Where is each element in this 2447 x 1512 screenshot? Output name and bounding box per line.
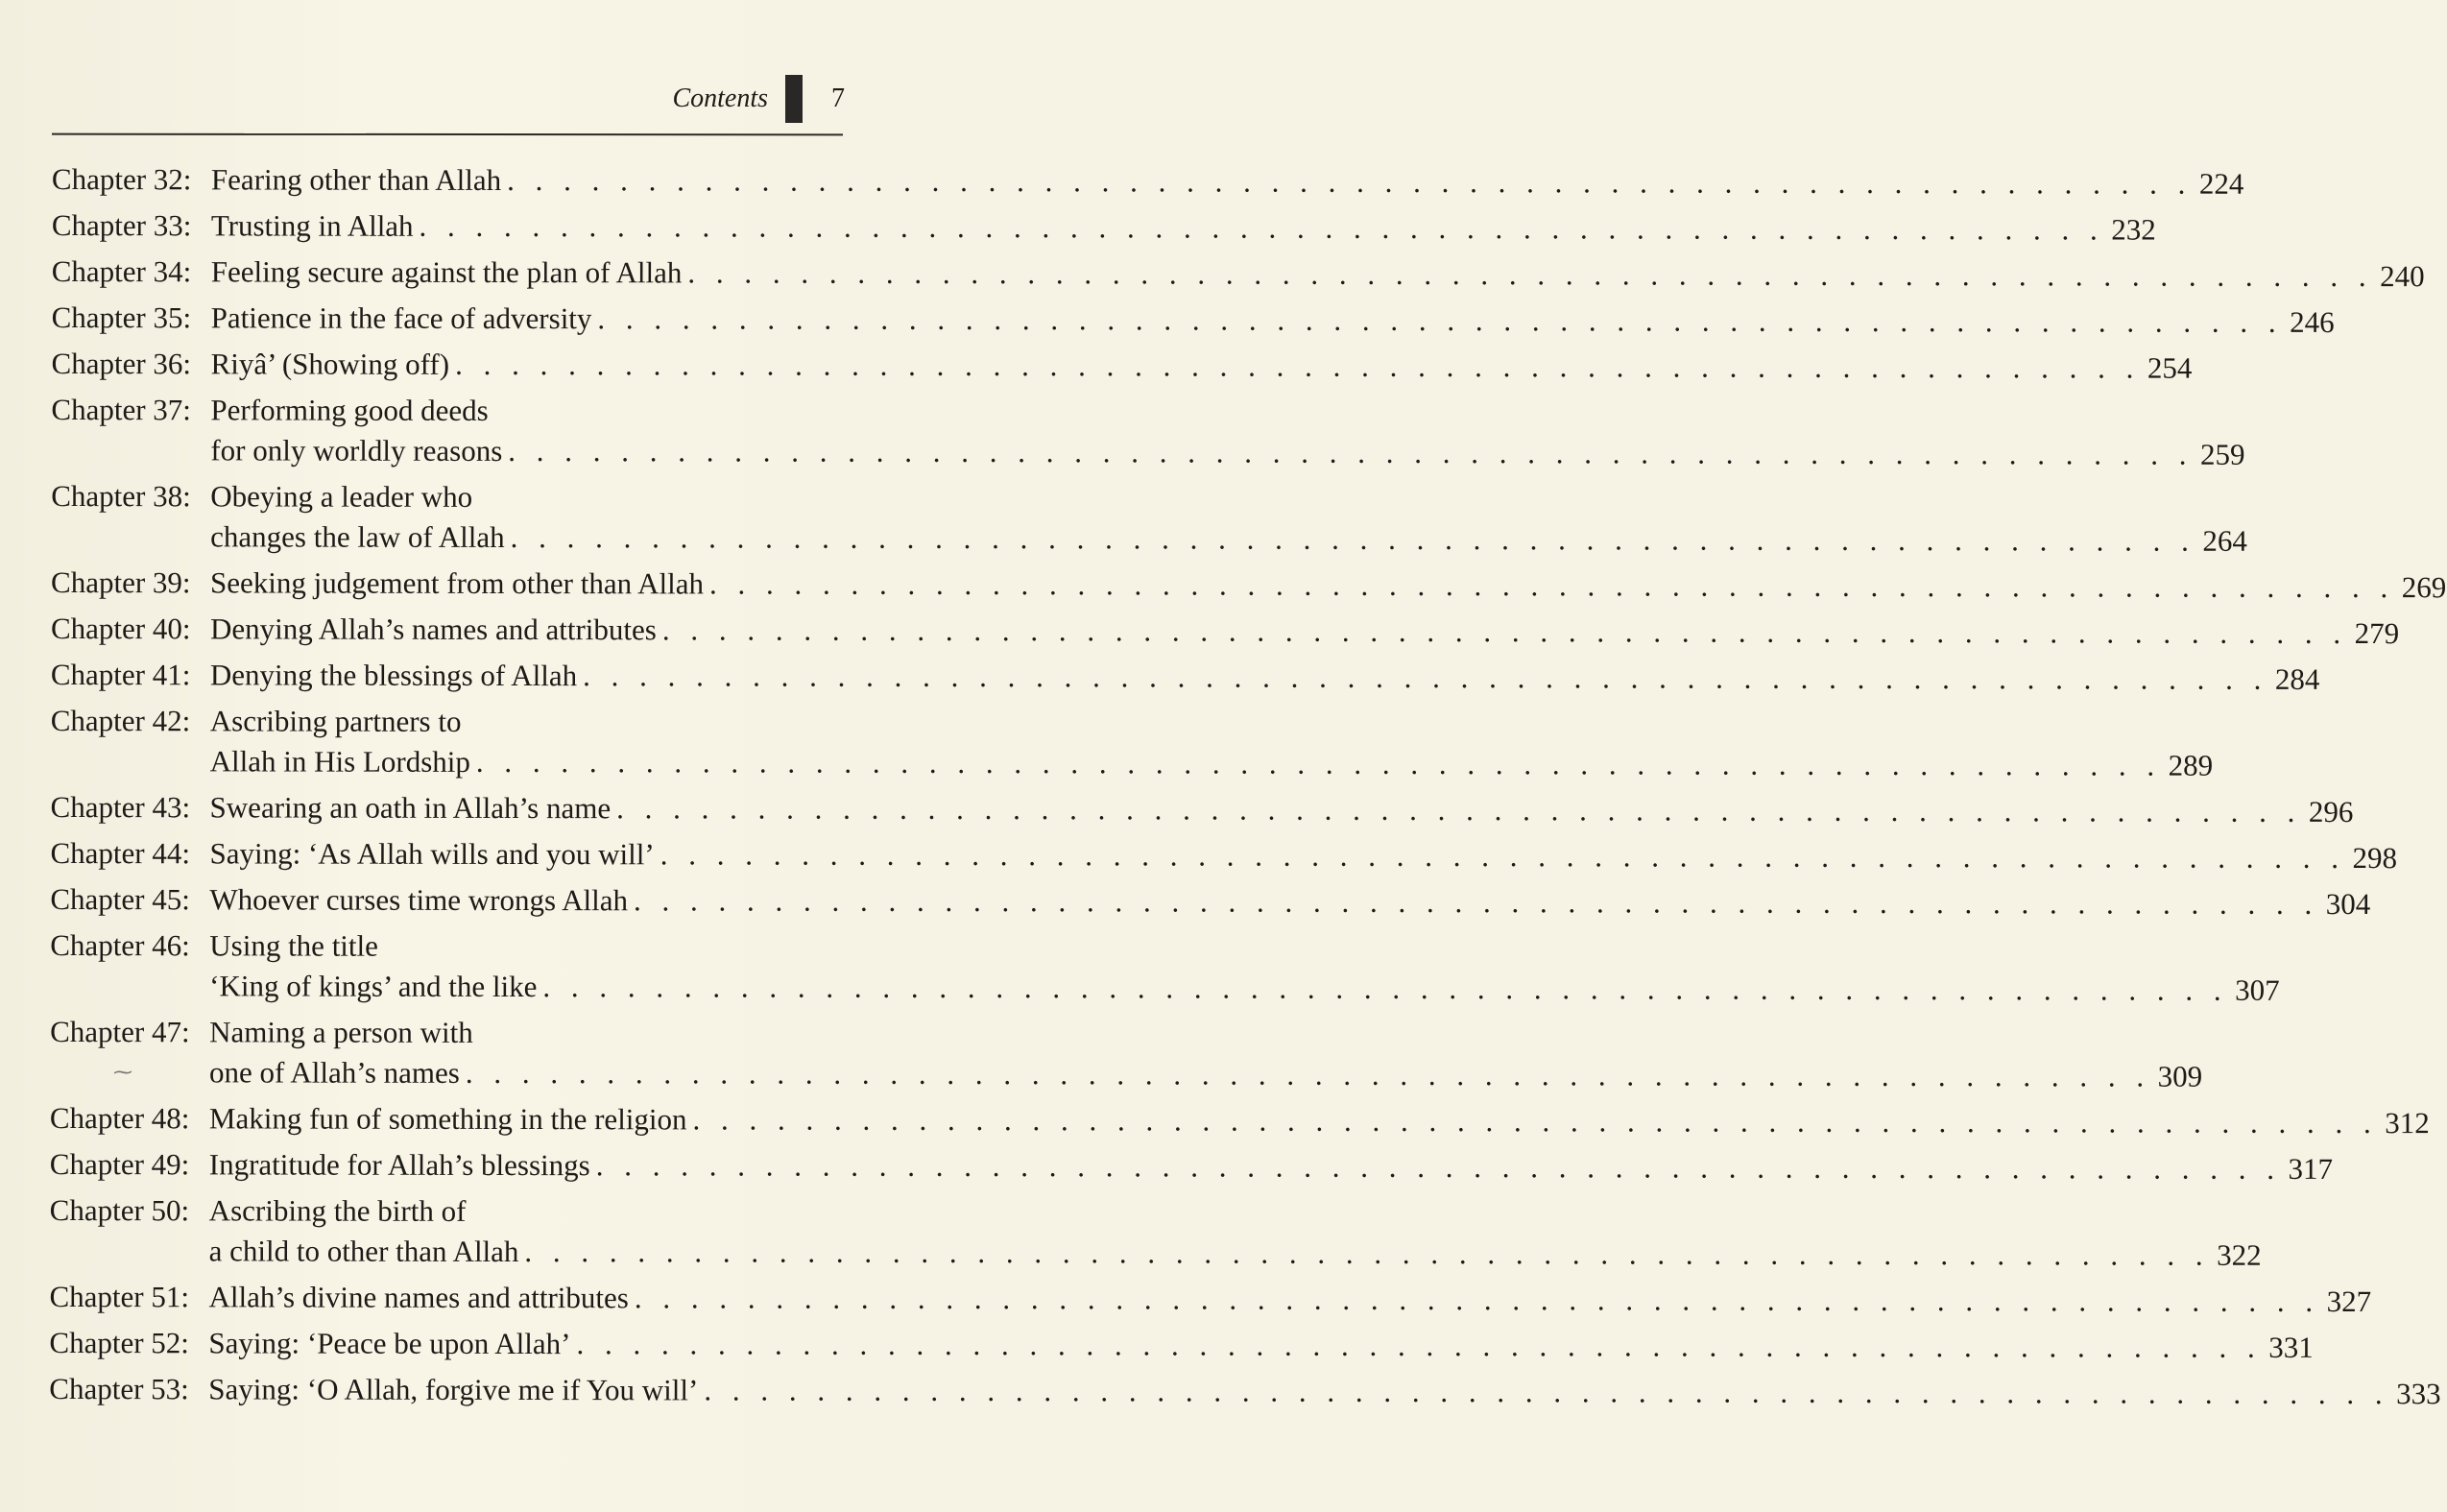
toc-entry-line <box>50 784 2354 832</box>
toc-entry <box>49 1366 2441 1414</box>
dot-leader: . . . . . . . . . . . . . . . . . . . . . . . . . . . . . . . . . . . . . . . . . . . . . . . . . . . . . . . . . . . . <box>704 1373 2389 1411</box>
chapter-label: Chapter 34: <box>51 253 192 289</box>
toc-entry-line <box>49 1320 2314 1368</box>
chapter-title: Denying Allah’s names and attributes <box>209 612 657 647</box>
toc-entry-line <box>50 830 2398 878</box>
chapter-label: Chapter 48: <box>49 1100 190 1136</box>
chapter-title: Saying: ‘Peace be upon Allah’ <box>208 1326 571 1361</box>
toc-entry <box>51 295 2335 343</box>
toc-entry <box>51 560 2447 608</box>
dot-leader: . . . . . . . . . . . . . . . . . . . . . . . . . . . . . . . . . . . . . . . . . . . . . . . . . . . . . . . . . . . . <box>634 1281 2320 1318</box>
dot-leader: . . . . . . . . . . . . . . . . . . . . . . . . . . . . . . . . . . . . . . . . . . . . . . . . . . . . . . . . . . . . <box>542 970 2228 1007</box>
chapter-label: Chapter 52: <box>49 1325 189 1360</box>
chapter-page-number: 327 <box>2326 1284 2372 1319</box>
toc-entry-line <box>49 1095 2430 1143</box>
chapter-label: Chapter 53: <box>49 1371 189 1406</box>
chapter-page-number: 298 <box>2352 841 2398 876</box>
chapter-title: ‘King of kings’ and the like <box>209 969 538 1004</box>
toc-entry <box>49 1188 2262 1276</box>
toc-entry <box>50 698 2214 786</box>
toc-entry <box>51 387 2245 475</box>
toc-entry <box>50 784 2354 832</box>
toc-entry-line <box>50 963 2280 1011</box>
toc-entry-line <box>51 473 844 516</box>
dot-leader: . . . . . . . . . . . . . . . . . . . . . . . . . . . . . . . . . . . . . . . . . . . . . . . . . . . . . . . . . . . . <box>595 1148 2282 1186</box>
chapter-title: Saying: ‘O Allah, forgive me if You will’ <box>208 1372 699 1407</box>
toc-entry-line <box>50 1049 2203 1097</box>
toc-entry-line <box>51 427 2245 475</box>
toc-entry <box>51 203 2156 251</box>
thumb-tab-bar <box>785 75 803 123</box>
chapter-title: Swearing an oath in Allah’s name <box>209 790 612 826</box>
chapter-label: Chapter 50: <box>49 1192 190 1228</box>
chapter-title: Feeling secure against the plan of Allah <box>210 254 683 290</box>
dot-leader: . . . . . . . . . . . . . . . . . . . . . . . . . . . . . . . . . . . . . . . . . . . . . . . . . . . . . . . . . . . . <box>660 837 2346 876</box>
dot-leader: . . . . . . . . . . . . . . . . . . . . . . . . . . . . . . . . . . . . . . . . . . . . . . . . . . . . . . . . . . . . <box>465 1055 2151 1093</box>
chapter-page-number: 304 <box>2325 886 2371 922</box>
chapter-title: Naming a person with <box>209 1015 473 1049</box>
chapter-page-number: 264 <box>2202 523 2247 558</box>
dot-leader: . . . . . . . . . . . . . . . . . . . . . . . . . . . . . . . . . . . . . . . . . . . . . . . . . . . . . . . . . . . . <box>524 1235 2210 1272</box>
dot-leader: . . . . . . . . . . . . . . . . . . . . . . . . . . . . . . . . . . . . . . . . . . . . . . . . . . . . . . . . . . . . <box>583 659 2268 696</box>
chapter-label: Chapter 49: <box>49 1146 190 1182</box>
chapter-label: Chapter 43: <box>50 789 191 825</box>
toc-entry-line <box>50 652 2320 700</box>
chapter-label: Chapter 46: <box>50 927 190 963</box>
chapter-title: Seeking judgement from other than Allah <box>210 565 705 601</box>
chapter-page-number: 269 <box>2401 570 2447 605</box>
running-head-title: Contents <box>672 84 768 113</box>
chapter-label: Chapter 37: <box>51 392 191 427</box>
chapter-label: Chapter 33: <box>51 207 192 243</box>
header-rule <box>52 133 843 136</box>
chapter-label: Chapter 44: <box>50 835 191 871</box>
toc-entry-line <box>51 249 2425 297</box>
toc-entry-line <box>50 923 843 965</box>
toc-entry-line <box>51 738 2214 786</box>
chapter-page-number: 232 <box>2111 212 2156 247</box>
chapter-page-number: 333 <box>2396 1377 2441 1411</box>
page-number: 7 <box>831 84 845 113</box>
chapter-title: one of Allah’s names <box>208 1055 460 1090</box>
chapter-title: Allah in His Lordship <box>209 744 470 779</box>
toc-entry-line <box>50 1188 843 1230</box>
dot-leader: . . . . . . . . . . . . . . . . . . . . . . . . . . . . . . . . . . . . . . . . . . . . . . . . . . . . . . . . . . . . <box>687 255 2373 294</box>
chapter-page-number: 331 <box>2268 1330 2314 1364</box>
toc-entry <box>51 156 2244 204</box>
chapter-title: Saying: ‘As Allah wills and you will’ <box>209 836 655 872</box>
chapter-label: Chapter 35: <box>51 300 192 335</box>
chapter-title: Performing good deeds <box>210 393 489 427</box>
toc-entry <box>50 1009 2203 1097</box>
toc-entry <box>49 1141 2334 1189</box>
dot-leader: . . . . . . . . . . . . . . . . . . . . . . . . . . . . . . . . . . . . . . . . . . . . . . . . . . . . . . . . . . . . <box>419 208 2104 247</box>
toc-entry <box>50 876 2371 924</box>
chapter-page-number: 259 <box>2199 437 2245 471</box>
dot-leader: . . . . . . . . . . . . . . . . . . . . . . . . . . . . . . . . . . . . . . . . . . . . . . . . . . . . . . . . . . . . <box>510 520 2195 558</box>
dot-leader: . . . . . . . . . . . . . . . . . . . . . . . . . . . . . . . . . . . . . . . . . . . . . . . . . . . . . . . . . . . . <box>475 744 2162 782</box>
chapter-title: Ascribing partners to <box>209 704 462 738</box>
toc-entry-line <box>51 295 2335 343</box>
chapter-title: for only worldly reasons <box>210 433 503 468</box>
chapter-title: changes the law of Allah <box>210 519 505 554</box>
chapter-title: Denying the blessings of Allah <box>209 658 578 693</box>
dot-leader: . . . . . . . . . . . . . . . . . . . . . . . . . . . . . . . . . . . . . . . . . . . . . . . . . . . . . . . . . . . . <box>507 162 2193 201</box>
chapter-page-number: 312 <box>2385 1106 2430 1140</box>
toc-entry <box>51 249 2425 297</box>
chapter-page-number: 224 <box>2198 166 2244 201</box>
chapter-page-number: 240 <box>2380 259 2425 294</box>
chapter-page-number: 317 <box>2288 1151 2334 1186</box>
chapter-page-number: 307 <box>2235 972 2280 1007</box>
running-head <box>672 75 845 123</box>
chapter-title: Whoever curses time wrongs Allah <box>209 882 629 918</box>
chapter-title: Obeying a leader who <box>210 479 473 514</box>
dot-leader: . . . . . . . . . . . . . . . . . . . . . . . . . . . . . . . . . . . . . . . . . . . . . . . . . . . . . . . . . . . . <box>508 433 2194 471</box>
chapter-title: Making fun of something in the religion <box>208 1101 687 1137</box>
toc-entry-line <box>49 1366 2441 1414</box>
toc-entry <box>50 830 2398 878</box>
toc-entry-line <box>51 560 2447 608</box>
chapter-page-number: 279 <box>2354 616 2400 651</box>
chapter-title: Allah’s divine names and attributes <box>208 1280 629 1315</box>
toc-entry-line <box>51 387 844 429</box>
chapter-page-number: 322 <box>2217 1237 2262 1272</box>
chapter-label: Chapter 36: <box>51 346 192 381</box>
toc-entry-line <box>50 1009 843 1051</box>
dot-leader: . . . . . . . . . . . . . . . . . . . . . . . . . . . . . . . . . . . . . . . . . . . . . . . . . . . . . . . . . . . . <box>633 883 2319 921</box>
dot-leader: . . . . . . . . . . . . . . . . . . . . . . . . . . . . . . . . . . . . . . . . . . . . . . . . . . . . . . . . . . . . <box>709 566 2395 605</box>
chapter-label: Chapter 45: <box>50 881 190 917</box>
toc-entry <box>51 473 2247 562</box>
dot-leader: . . . . . . . . . . . . . . . . . . . . . . . . . . . . . . . . . . . . . . . . . . . . . . . . . . . . . . . . . . . . <box>616 791 2302 828</box>
toc-entry-line <box>49 1274 2372 1322</box>
chapter-title: Patience in the face of adversity <box>210 300 592 336</box>
toc-entry-line <box>51 203 2156 251</box>
toc-entry <box>50 652 2320 700</box>
toc-entry-line <box>51 341 2193 389</box>
toc-entry <box>49 1274 2372 1322</box>
chapter-title: Riyâ’ (Showing off) <box>210 347 450 381</box>
dot-leader: . . . . . . . . . . . . . . . . . . . . . . . . . . . . . . . . . . . . . . . . . . . . . . . . . . . . . . . . . . . . <box>576 1327 2262 1364</box>
chapter-label: Chapter 42: <box>50 703 191 738</box>
toc-entry <box>50 923 2280 1011</box>
toc-entry-line <box>51 156 2244 204</box>
chapter-page-number: 309 <box>2157 1059 2203 1093</box>
dot-leader: . . . . . . . . . . . . . . . . . . . . . . . . . . . . . . . . . . . . . . . . . . . . . . . . . . . . . . . . . . . . <box>661 612 2348 651</box>
chapter-label: Chapter 32: <box>51 161 192 197</box>
toc-entry <box>49 1320 2314 1368</box>
dot-leader: . . . . . . . . . . . . . . . . . . . . . . . . . . . . . . . . . . . . . . . . . . . . . . . . . . . . . . . . . . . . <box>597 301 2283 339</box>
table-of-contents <box>49 156 2447 1414</box>
toc-entry-line <box>50 606 2400 654</box>
toc-entry <box>49 1095 2430 1143</box>
chapter-page-number: 289 <box>2168 748 2214 782</box>
chapter-label: Chapter 38: <box>51 478 191 514</box>
chapter-title: Fearing other than Allah <box>210 162 502 197</box>
toc-entry-line <box>50 876 2371 924</box>
chapter-page-number: 254 <box>2147 350 2193 385</box>
toc-entry <box>50 606 2400 654</box>
chapter-page-number: 284 <box>2274 661 2320 696</box>
toc-entry <box>51 341 2193 389</box>
chapter-label: Chapter 40: <box>50 611 191 646</box>
chapter-label: Chapter 41: <box>50 657 191 692</box>
toc-entry-line <box>51 698 844 740</box>
chapter-label: Chapter 47: <box>50 1014 190 1049</box>
chapter-title: Ascribing the birth of <box>208 1193 467 1228</box>
chapter-label: Chapter 39: <box>51 564 191 600</box>
margin-pencil-mark: ⁓ <box>113 1062 132 1083</box>
chapter-title: Ingratitude for Allah’s blessings <box>208 1147 590 1183</box>
toc-entry-line <box>50 1228 2262 1276</box>
chapter-title: Trusting in Allah <box>210 208 414 243</box>
toc-entry-line <box>51 514 2247 562</box>
toc-entry-line <box>49 1141 2334 1189</box>
chapter-page-number: 246 <box>2290 304 2335 339</box>
dot-leader: . . . . . . . . . . . . . . . . . . . . . . . . . . . . . . . . . . . . . . . . . . . . . . . . . . . . . . . . . . . . <box>455 347 2141 385</box>
chapter-label: Chapter 51: <box>49 1279 190 1314</box>
dot-leader: . . . . . . . . . . . . . . . . . . . . . . . . . . . . . . . . . . . . . . . . . . . . . . . . . . . . . . . . . . . . <box>692 1102 2378 1140</box>
chapter-title: Using the title <box>209 928 378 963</box>
chapter-page-number: 296 <box>2308 794 2354 829</box>
chapter-title: a child to other than Allah <box>208 1234 519 1269</box>
